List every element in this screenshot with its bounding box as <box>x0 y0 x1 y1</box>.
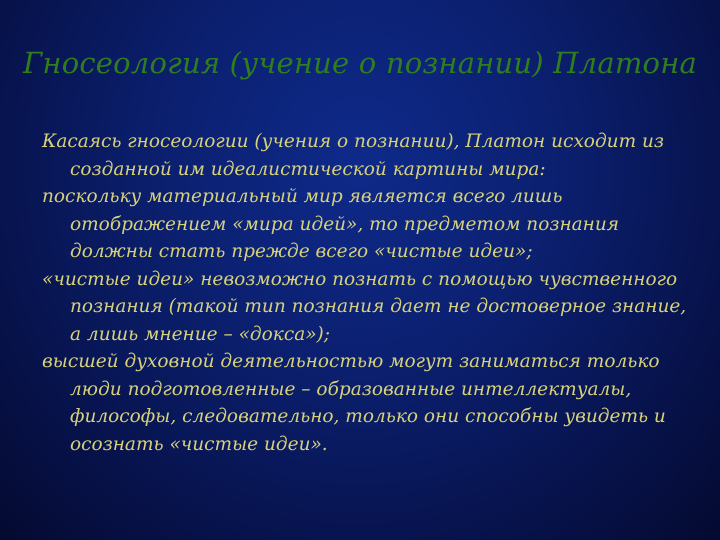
list-item: Касаясь гносеологии (учения о познании), Платон исходит из созданной им идеалистической картины мира: <box>42 131 665 180</box>
slide-title: Гносеология (учение о познании) Платона <box>22 46 697 80</box>
list-item: «чистые идеи» невозможно познать с помощью чувственного познания (такой тип познания дает не достоверное знание, а лишь мнение – «докса»); <box>42 268 687 345</box>
content-list <box>42 128 692 458</box>
list-item: поскольку материальный мир является всего лишь отображением «мира идей», то предметом познания должны стать прежде всего «чистые идеи»; <box>42 186 620 262</box>
list-item: высшей духовной деятельностью могут заниматься только люди подготовленные – образованные интеллектуалы, философы, следовательно, только они способны увидеть и осознать «чистые идеи». <box>42 351 666 455</box>
